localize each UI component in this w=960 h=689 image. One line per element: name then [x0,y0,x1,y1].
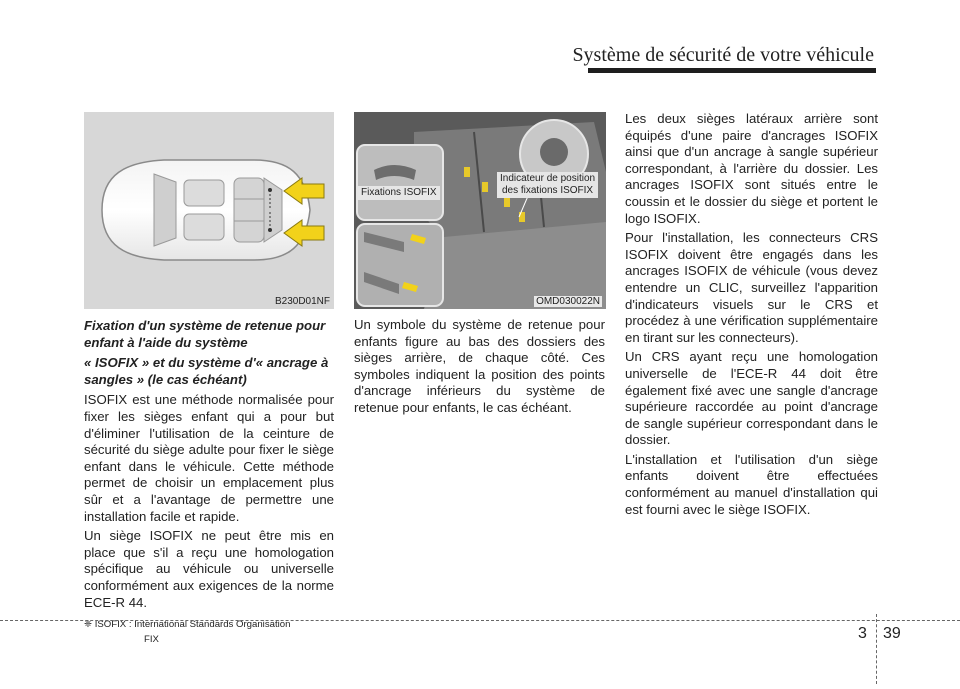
body-paragraph: Un siège ISOFIX ne peut être mis en place que s'il a reçu une homologation spécifique au véhicule ou universelle conformément aux exigences de la norme ECE-R 44. [84,528,334,610]
body-paragraph: ISOFIX est une méthode normalisée pour fixer les sièges enfant qui a pour but d'éliminer l'utilisation de la ceinture de sécurité du siège adulte pour fixer le siège enfant dans le véhicule. Cette méthode permet de choisir un emplacement plus sûr et a l'avantage de permettre une installation facile et rapide. [84,392,334,524]
body-paragraph: Un CRS ayant reçu une homologation universelle de l'ECE-R 44 doit être également fixé avec une sangle d'ancrage supérieure raccordée au point d'ancrage de sangle supérieur correspondant dans le dossier. [625,349,878,448]
body-paragraph: Les deux sièges latéraux arrière sont équipés d'une paire d'ancrages ISOFIX ainsi que d'un ancrage à sangle supérieur correspondant, à l'arrière du dossier. Les ancrages ISOFIX sont situés entre le coussin et le dossier du siège et portent le logo ISOFIX. [625,111,878,226]
body-paragraph: Un symbole du système de retenue pour enfants figure au bas des dossiers des sièges arrière, de chaque côté. Ces symboles indiquent la position des points d'ancrage inférieurs du système de retenue pour enfants, le cas échéant. [354,317,605,415]
page-header-title: Système de sécurité de votre véhicule [572,44,874,66]
page-number: 39 [883,625,901,642]
section-subheading: « ISOFIX » et du système d'« ancrage à sangles » (le cas échéant) [84,355,329,387]
column-3 [625,111,878,521]
callout-line: des fixations ISOFIX [501,185,594,196]
footnote [84,617,334,647]
rear-seat-photo-figure [354,112,606,309]
callout-line: Indicateur de position [500,173,596,184]
body-paragraph: Pour l'installation, les connecteurs CRS ISOFIX doivent être engagés dans les ancrages ISOFIX de véhicule (vous devez entendre un CLIC, surveillez l'apparition d'indicateurs visuels sur le CRS et procédez à une vérification supplémentaire en tirant sur les connecteurs). [625,230,878,345]
column-2 [354,317,605,420]
callout-isofix-indicator [497,172,598,198]
column-1 [84,318,334,647]
chapter-number: 3 [858,625,867,642]
callout-isofix-fixations: Fixations ISOFIX [358,186,440,200]
figure-code: B230D01NF [274,296,330,307]
header-rule [588,68,876,73]
figure-code: OMD030022N [536,296,600,307]
rear-seat-photo-illustration [354,112,606,309]
footer-vertical-divider [876,614,877,684]
car-top-view-illustration [84,112,334,309]
section-heading: Fixation d'un système de retenue pour enfant à l'aide du système [84,318,326,350]
footnote-line: ❈ ISOFIX : International Standards Organisation [84,619,291,631]
footer-divider [0,620,960,621]
body-paragraph: L'installation et l'utilisation d'un siège enfants doivent être effectuées conformément au manuel d'installation qui est fourni avec le siège ISOFIX. [625,451,878,517]
footnote-line: FIX [144,634,159,646]
car-top-view-figure [84,112,334,309]
